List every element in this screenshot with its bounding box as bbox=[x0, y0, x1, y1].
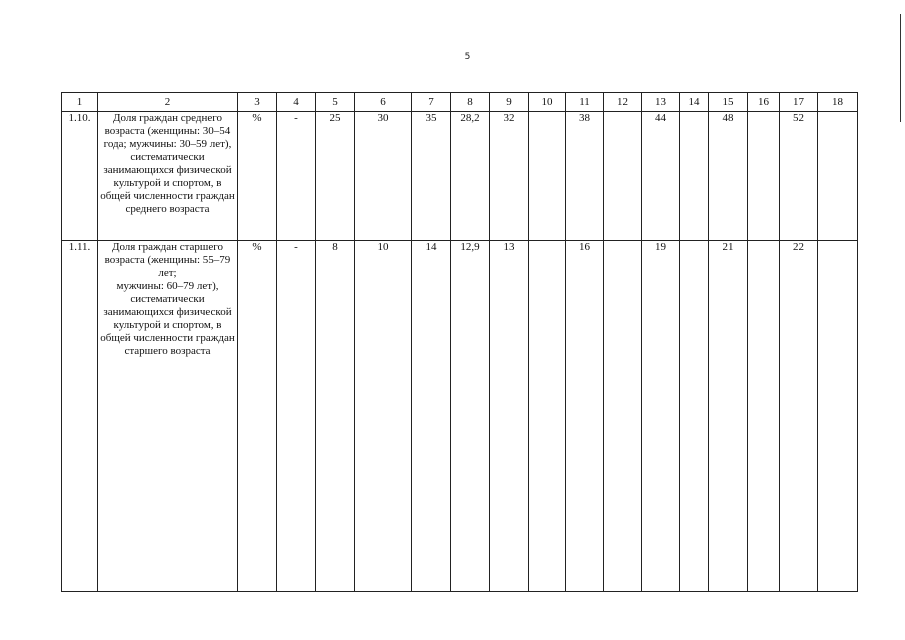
header-cell: 18 bbox=[818, 93, 858, 112]
indicator-name: Доля граждан старшего возраста (женщины: 55–79 лет; мужчины: 60–79 лет), систематически занимающихся физической культурой и спортом, в общей численности граждан старшего возраста bbox=[98, 241, 238, 592]
header-cell: 12 bbox=[604, 93, 642, 112]
table-cell bbox=[818, 241, 858, 592]
header-cell: 16 bbox=[748, 93, 780, 112]
table-cell: 28,2 bbox=[451, 112, 490, 241]
header-cell: 14 bbox=[680, 93, 709, 112]
header-cell: 5 bbox=[316, 93, 355, 112]
header-cell: 1 bbox=[62, 93, 98, 112]
table-cell: 52 bbox=[780, 112, 818, 241]
header-cell: 9 bbox=[490, 93, 529, 112]
table-cell: % bbox=[238, 241, 277, 592]
table-cell: % bbox=[238, 112, 277, 241]
table-cell: 8 bbox=[316, 241, 355, 592]
table-cell bbox=[529, 112, 566, 241]
table-cell bbox=[748, 112, 780, 241]
table-cell: 32 bbox=[490, 112, 529, 241]
header-row bbox=[62, 93, 858, 112]
table-row bbox=[62, 112, 858, 241]
header-cell: 17 bbox=[780, 93, 818, 112]
header-cell: 6 bbox=[355, 93, 412, 112]
table-cell: 19 bbox=[642, 241, 680, 592]
table-row bbox=[62, 241, 858, 592]
table-cell bbox=[680, 112, 709, 241]
table-cell: 22 bbox=[780, 241, 818, 592]
header-cell: 8 bbox=[451, 93, 490, 112]
indicators-table bbox=[61, 92, 858, 592]
table-cell: - bbox=[277, 112, 316, 241]
margin-line bbox=[900, 14, 901, 122]
table-cell: 38 bbox=[566, 112, 604, 241]
table-cell: 13 bbox=[490, 241, 529, 592]
page-number: 5 bbox=[464, 52, 471, 62]
table-cell: 25 bbox=[316, 112, 355, 241]
table-cell bbox=[680, 241, 709, 592]
indicator-name: Доля граждан среднего возраста (женщины: 30–54 года; мужчины: 30–59 лет), систематически занимающихся физической культурой и спортом, в общей численности граждан среднего возраста bbox=[98, 112, 238, 241]
table-cell: 30 bbox=[355, 112, 412, 241]
table-cell: 14 bbox=[412, 241, 451, 592]
table-cell: 16 bbox=[566, 241, 604, 592]
header-cell: 15 bbox=[709, 93, 748, 112]
table-cell: 21 bbox=[709, 241, 748, 592]
table-cell bbox=[748, 241, 780, 592]
header-cell: 11 bbox=[566, 93, 604, 112]
row-number: 1.11. bbox=[62, 241, 98, 592]
header-cell: 7 bbox=[412, 93, 451, 112]
table-cell bbox=[604, 241, 642, 592]
table-cell bbox=[604, 112, 642, 241]
header-cell: 4 bbox=[277, 93, 316, 112]
header-cell: 3 bbox=[238, 93, 277, 112]
table-cell bbox=[818, 112, 858, 241]
header-cell: 13 bbox=[642, 93, 680, 112]
table-cell: - bbox=[277, 241, 316, 592]
table-cell: 35 bbox=[412, 112, 451, 241]
table-cell: 48 bbox=[709, 112, 748, 241]
table-cell: 10 bbox=[355, 241, 412, 592]
header-cell: 10 bbox=[529, 93, 566, 112]
table-cell: 12,9 bbox=[451, 241, 490, 592]
table-cell bbox=[529, 241, 566, 592]
header-cell: 2 bbox=[98, 93, 238, 112]
row-number: 1.10. bbox=[62, 112, 98, 241]
table-cell: 44 bbox=[642, 112, 680, 241]
